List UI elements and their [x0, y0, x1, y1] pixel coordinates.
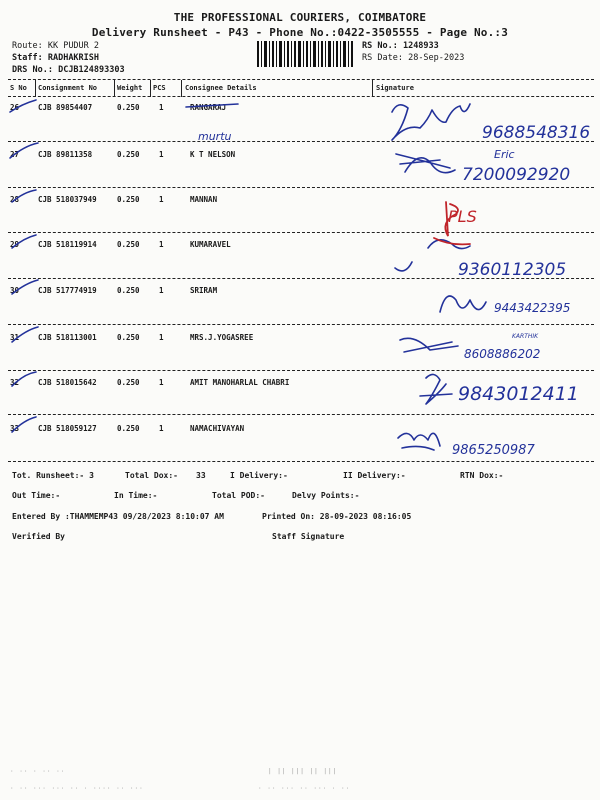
rs-no-value: 1248933 [402, 41, 439, 51]
row-consignment: CJB 89854407 [38, 103, 93, 112]
row-pcs: 1 [159, 378, 164, 387]
row-weight: 0.250 [117, 424, 140, 433]
row-consignment: CJB 89811358 [38, 150, 93, 159]
row-28-signature [445, 202, 458, 236]
row-consignment: CJB 517774919 [38, 286, 97, 295]
row-consignment: CJB 518119914 [38, 240, 97, 249]
scan-noise: · ·· · ·· ·· [10, 768, 66, 775]
row-27-phone: 7200092920 [462, 165, 571, 185]
row-32-signature [420, 374, 452, 404]
rtn-dox: RTN Dox:- [460, 471, 504, 480]
divider [8, 96, 594, 97]
row-pcs: 1 [159, 424, 164, 433]
row-consignee: MRS.J.YOGASREE [190, 333, 254, 342]
total-pod: Total POD:- [212, 491, 265, 500]
divider [8, 79, 594, 80]
row-pcs: 1 [159, 150, 164, 159]
col-consignment: Consignment No [38, 84, 98, 92]
staff-label: Staff: [12, 53, 43, 63]
staff-signature: Staff Signature [272, 532, 345, 541]
total-dox-label: Total Dox:- [125, 471, 178, 480]
row-pcs: 1 [159, 240, 164, 249]
staff-line [12, 53, 99, 63]
row-consignee: SRIRAM [190, 286, 218, 295]
row-weight: 0.250 [117, 378, 140, 387]
route-value: KK PUDUR 2 [47, 41, 100, 51]
row-sno: 27 [10, 150, 20, 159]
route-line [12, 41, 99, 51]
row-pcs: 1 [159, 195, 164, 204]
row-29-phone: 9360112305 [458, 260, 567, 280]
in-time: In Time:- [114, 491, 158, 500]
row-divider [8, 141, 594, 142]
row-divider [8, 414, 594, 415]
rs-date-line [362, 53, 464, 63]
ii-delivery: II Delivery:- [343, 471, 406, 480]
total-dox-value: 33 [196, 471, 206, 480]
row-weight: 0.250 [117, 103, 140, 112]
row-divider [8, 232, 594, 233]
scan-noise: | || ||| || ||| [268, 768, 338, 775]
rs-no-label: RS No.: [362, 41, 398, 51]
row-consignment: CJB 518113001 [38, 333, 97, 342]
drs-line [12, 65, 125, 75]
row-31-phone: 8608886202 [464, 347, 541, 361]
tot-runsheet: Tot. Runsheet:- 3 [12, 471, 94, 480]
row-29-red-mark [434, 238, 470, 244]
drs-value: DCJB124893303 [58, 65, 125, 75]
scan-noise: · ·· ··· ··· ·· · ···· ·· ··· [10, 785, 144, 792]
drs-label: DRS No.: [12, 65, 53, 75]
row-26-phone: 9688548316 [482, 123, 591, 143]
row-26-name-note: murtu [198, 130, 232, 143]
row-divider [8, 324, 594, 325]
row-sno: 32 [10, 378, 20, 387]
row-30-phone: 9443422395 [494, 301, 571, 315]
row-30-signature [440, 296, 486, 312]
row-divider [8, 278, 594, 279]
verified-by: Verified By [12, 532, 65, 541]
row-32-phone: 9843012411 [458, 383, 579, 405]
row-31-signature [400, 338, 458, 352]
company-title: THE PROFESSIONAL COURIERS, COIMBATORE [173, 11, 427, 24]
route-label: Route: [12, 41, 43, 51]
row-weight: 0.250 [117, 195, 140, 204]
table-bottom-divider [8, 461, 594, 462]
row-29-signature [395, 240, 470, 271]
col-sno: S No [10, 84, 27, 92]
row-28-note: PLS [448, 207, 477, 226]
col-weight: Weight [117, 84, 143, 92]
scan-noise: · ·· ··· ·· ··· · ·· [258, 785, 351, 792]
rs-no-line [362, 41, 439, 51]
row-divider [8, 370, 594, 371]
out-time: Out Time:- [12, 491, 61, 500]
row-weight: 0.250 [117, 333, 140, 342]
staff-value: RADHAKRISH [47, 53, 100, 63]
barcode [257, 41, 353, 67]
printed-on: Printed On: 28-09-2023 08:16:05 [262, 512, 412, 521]
i-delivery: I Delivery:- [230, 471, 288, 480]
row-33-phone: 9865250987 [452, 443, 535, 458]
row-weight: 0.250 [117, 286, 140, 295]
col-signature: Signature [376, 84, 414, 92]
row-27-note: Eric [494, 148, 515, 161]
row-31-note: KARTHIK [512, 333, 539, 340]
row-weight: 0.250 [117, 240, 140, 249]
runsheet-subtitle: Delivery Runsheet - P43 - Phone No.:0422-3505555 - Page No.:3 [91, 26, 509, 39]
row-27-signature [396, 154, 455, 173]
row-consignee: KUMARAVEL [190, 240, 231, 249]
row-consignee: AMIT MANOHARLAL CHABRI [190, 378, 290, 387]
rs-date-label: RS Date: [362, 53, 403, 63]
row-sno: 26 [10, 103, 20, 112]
delvy-points: Delvy Points:- [292, 491, 360, 500]
row-33-signature [398, 433, 440, 450]
row-consignee: MANNAN [190, 195, 218, 204]
row-consignment: CJB 518015642 [38, 378, 97, 387]
row-consignee: K T NELSON [190, 150, 236, 159]
row-sno: 29 [10, 240, 20, 249]
entered-by: Entered By :THAMMEMP43 09/28/2023 8:10:07 AM [12, 512, 224, 521]
rs-date-value: 28-Sep-2023 [408, 53, 465, 63]
row-26-signature [392, 104, 470, 140]
row-consignment: CJB 518059127 [38, 424, 97, 433]
row-pcs: 1 [159, 286, 164, 295]
row-consignee: RANGARAJ [190, 103, 227, 112]
row-consignment: CJB 518037949 [38, 195, 97, 204]
row-pcs: 1 [159, 103, 164, 112]
row-weight: 0.250 [117, 150, 140, 159]
row-sno: 31 [10, 333, 20, 342]
row-pcs: 1 [159, 333, 164, 342]
col-consignee: Consignee Details [185, 84, 257, 92]
row-sno: 30 [10, 286, 20, 295]
row-consignee: NAMACHIVAYAN [190, 424, 245, 433]
row-sno: 28 [10, 195, 20, 204]
col-pcs: PCS [153, 84, 166, 92]
row-sno: 33 [10, 424, 20, 433]
row-divider [8, 187, 594, 188]
